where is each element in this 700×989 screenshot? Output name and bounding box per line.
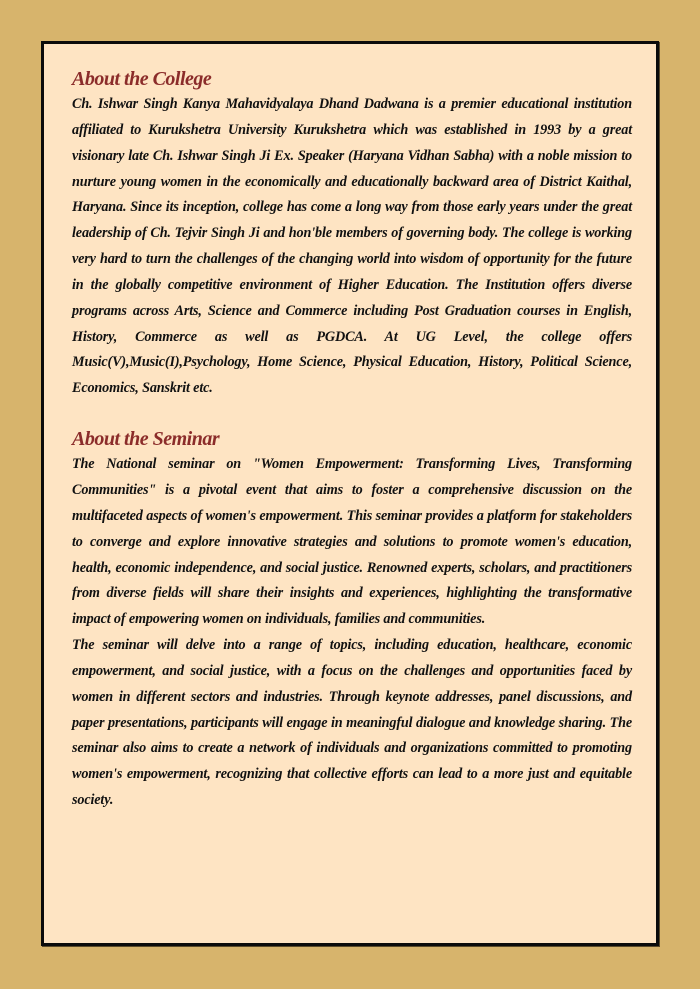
section-spacer — [72, 402, 632, 426]
about-seminar-section — [72, 426, 632, 814]
about-college-section — [72, 66, 632, 402]
about-seminar-paragraph-1: The National seminar on "Women Empowerment: Transforming Lives, Transforming Communities" is a pivotal event that aims to foster a comprehensive discussion on the multifaceted aspects of women's empowerment. This seminar provides a platform for stakeholders to converge and explore innovative strategies and solutions to promote women's education, health, economic independence, and social justice. Renowned experts, scholars, and practitioners from diverse fields will share their insights and experiences, highlighting the transformative impact of empowering women on individuals, families and communities. — [72, 456, 632, 628]
document-body — [72, 66, 632, 814]
about-college-heading: About the College — [72, 68, 212, 90]
about-seminar-paragraph-2: The seminar will delve into a range of topics, including education, healthcare, economic empowerment, and social justice, with a focus on the challenges and opportunities faced by women in different sectors and industries. Through keynote addresses, panel discussions, and paper presentations, participants will engage in meaningful dialogue and knowledge sharing. The seminar also aims to create a network of individuals and organizations committed to promoting women's empowerment, recognizing that collective efforts can lead to a more just and equitable society. — [72, 637, 632, 809]
content-panel — [41, 41, 659, 946]
about-college-paragraph: Ch. Ishwar Singh Kanya Mahavidyalaya Dhand Dadwana is a premier educational institution affiliated to Kurukshetra University Kurukshetra which was established in 1993 by a great visionary late Ch. Ishwar Singh Ji Ex. Speaker (Haryana Vidhan Sabha) with a noble mission to nurture young women in the economically and educationally backward area of District Kaithal, Haryana. Since its inception, college has come a long way from those early years under the great leadership of Ch. Tejvir Singh Ji and hon'ble members of governing body. The college is working very hard to turn the challenges of the changing world into wisdom of opportunity for the future in the globally competitive environment of Higher Education. The Institution offers diverse programs across Arts, Science and Commerce including Post Graduation courses in English, History, Commerce as well as PGDCA. At UG Level, the college offers Music(V),Music(I),Psychology, Home Science, Physical Education, History, Political Science, Economics, Sanskrit etc. — [72, 96, 632, 397]
about-seminar-heading: About the Seminar — [72, 428, 220, 451]
